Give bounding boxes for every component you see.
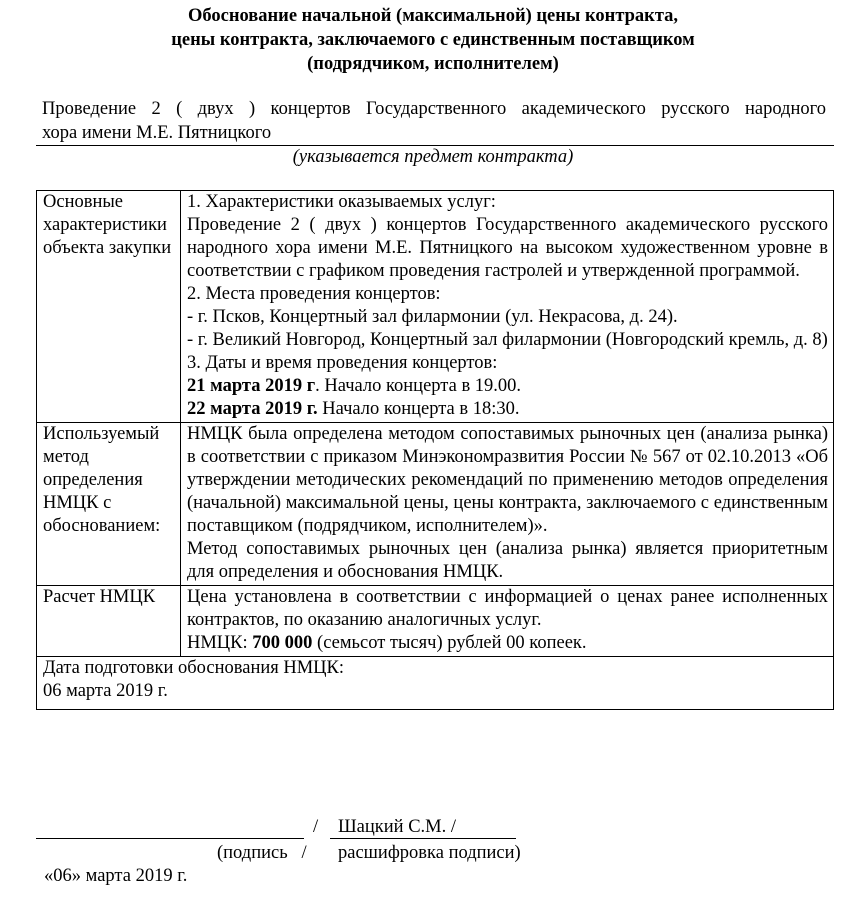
row-label-calculation: Расчет НМЦК xyxy=(37,586,181,657)
method-priority-text: Метод сопоставимых рыночных цен (анализа рынка) является приоритетным для определения и обоснования НМЦК. xyxy=(187,539,828,582)
subject-line-1: Проведение 2 ( двух ) концертов Государственного академического русского народного xyxy=(42,99,826,119)
table-row-calculation xyxy=(37,586,834,657)
signature-line xyxy=(36,838,304,839)
signature-decoding-caption: расшифровка подписи) xyxy=(338,843,521,863)
characteristics-text: Проведение 2 ( двух ) концертов Государственного академического русского народного хора имени М.Е. Пятницкого на высоком художественном уровне в соответствии с графиком проведения гастролей и утвержденной программой. xyxy=(187,215,828,281)
concert-date-2-bold: 22 марта 2019 г. xyxy=(187,399,318,419)
concert-date-1 xyxy=(187,375,828,398)
justification-table xyxy=(36,190,834,710)
row-value-characteristics xyxy=(181,191,834,423)
title-line-3: (подрядчиком, исполнителем) xyxy=(307,54,559,74)
location-novgorod: - г. Великий Новгород, Концертный зал филармонии (Новгородский кремль, д. 8) xyxy=(187,330,828,350)
price-line xyxy=(187,632,828,655)
dates-heading: 3. Даты и время проведения концертов: xyxy=(187,353,498,373)
title-line-2: цены контракта, заключаемого с единственным поставщиком xyxy=(171,30,695,50)
signature-slash: / xyxy=(313,817,319,837)
row-label-method: Используемый метод определения НМЦК с обоснованием: xyxy=(37,423,181,586)
document-title xyxy=(0,4,866,76)
signer-name-underline xyxy=(330,838,516,839)
characteristics-heading: 1. Характеристики оказываемых услуг: xyxy=(187,192,496,212)
row-value-calculation xyxy=(181,586,834,657)
concert-date-2 xyxy=(187,398,828,421)
price-prefix: НМЦК: xyxy=(187,633,253,653)
title-line-1: Обоснование начальной (максимальной) цены контракта, xyxy=(187,6,679,26)
signature-caption-left: (подпись xyxy=(217,843,288,863)
concert-date-1-rest: . Начало концерта в 19.00. xyxy=(315,376,522,396)
table-row-preparation-date xyxy=(37,657,834,710)
table-row-method xyxy=(37,423,834,586)
price-amount: 700 000 xyxy=(252,633,313,653)
contract-subject xyxy=(42,97,826,145)
concert-date-2-rest: Начало концерта в 18:30. xyxy=(317,399,520,419)
signature-date: «06» марта 2019 г. xyxy=(44,866,188,886)
concert-date-1-bold: 21 марта 2019 г xyxy=(187,376,316,396)
subject-line-2: хора имени М.Е. Пятницкого xyxy=(42,123,272,143)
row-label-characteristics: Основные характеристики объекта закупки xyxy=(37,191,181,423)
preparation-date-value: 06 марта 2019 г. xyxy=(43,681,168,701)
signature-caption xyxy=(217,842,307,864)
preparation-date-cell xyxy=(37,657,834,710)
signature-caption-slash: / xyxy=(301,843,307,863)
calculation-text: Цена установлена в соответствии с информацией о ценах ранее исполненных контрактов, по оказанию аналогичных услуг. xyxy=(187,587,828,630)
locations-heading: 2. Места проведения концертов: xyxy=(187,284,441,304)
row-value-method xyxy=(181,423,834,586)
location-pskov: - г. Псков, Концертный зал филармонии (ул. Некрасова, д. 24). xyxy=(187,307,678,327)
table-row-characteristics xyxy=(37,191,834,423)
preparation-date-label: Дата подготовки обоснования НМЦК: xyxy=(43,658,345,678)
method-text: НМЦК была определена методом сопоставимых рыночных цен (анализа рынка) в соответствии с приказом Минэкономразвития России № 567 от 02.10.2013 «Об утверждении методических рекомендаций по применению методов определения (начальной) максимальной цены, цены контракта, заключаемого с единственным поставщиком (подрядчиком, исполнителем)». xyxy=(187,424,828,536)
signer-name: Шацкий С.М. / xyxy=(338,817,456,837)
price-words: (семьсот тысяч) рублей 00 копеек. xyxy=(312,633,587,653)
subject-hint: (указывается предмет контракта) xyxy=(292,147,574,167)
